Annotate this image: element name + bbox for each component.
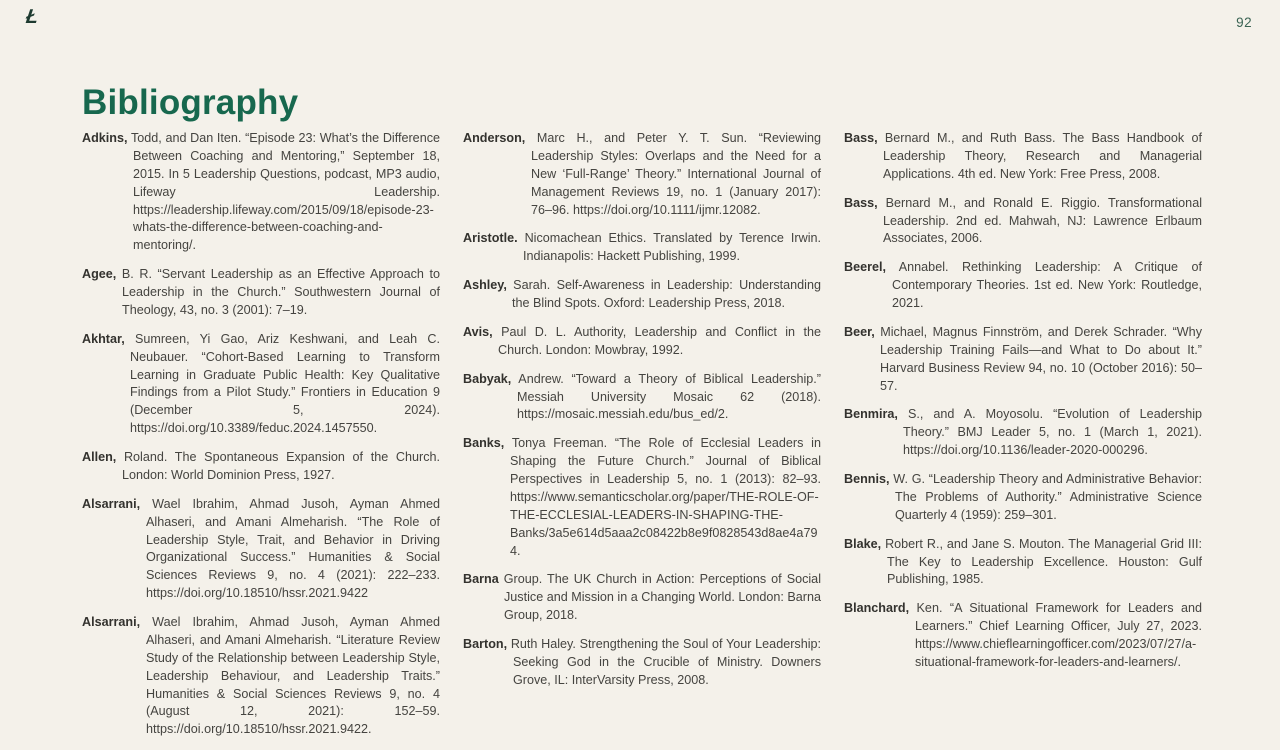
- entry-author-name: Blanchard,: [844, 601, 910, 616]
- entry-text: W. G. “Leadership Theory and Administrative Behavior: The Problems of Authority.” Administrative Science Quarterly 4 (1959): 259–301.: [889, 472, 1202, 522]
- entry-text: Bernard M., and Ruth Bass. The Bass Handbook of Leadership Theory, Research and Managerial Applications. 4th ed. New York: Free Press, 2008.: [877, 131, 1202, 181]
- entry-text: Robert R., and Jane S. Mouton. The Managerial Grid III: The Key to Leadership Excellence. Houston: Gulf Publishing, 1985.: [881, 536, 1202, 587]
- logo-icon: Ł: [24, 6, 40, 28]
- entry-author-name: Ashley,: [463, 278, 507, 293]
- bibliography-entry: [844, 536, 1202, 590]
- entry-author-name: Adkins,: [82, 131, 128, 145]
- entry-text: Sumreen, Yi Gao, Ariz Keshwani, and Leah C. Neubauer. “Cohort-Based Learning to Transform Learning in Graduate Public Health: Key Qualitative Findings from a Pilot Study.” Frontiers in Education 9 (December 5, 2024). https://doi.org/10.3389/feduc.2024.1457550.: [124, 331, 440, 436]
- entry-text: Michael, Magnus Finnström, and Derek Schrader. “Why Leadership Training Fails—and What to Do about It.” Harvard Business Review 94, no. 10 (October 2016): 50–57.: [874, 324, 1202, 393]
- entry-author-name: Babyak,: [463, 371, 512, 386]
- entry-text: Wael Ibrahim, Ahmad Jusoh, Ayman Ahmed Alhaseri, and Amani Almeharish. “Literature Review Study of the Relationship between Leadership Style, Leadership Behaviour, and Leadership Traits.” Humanities & Social Sciences Reviews 9, no. 4 (August 12, 2021): 152–59. https://doi.org/10.18510/hssr.2021.9422.: [140, 615, 440, 737]
- entry-text: Roland. The Spontaneous Expansion of the Church. London: World Dominion Press, 1927.: [116, 450, 440, 482]
- bibliography-columns: [82, 130, 1202, 750]
- entry-author-name: Anderson,: [463, 131, 526, 145]
- bibliography-entry: [463, 130, 821, 219]
- entry-author-name: Blake,: [844, 536, 882, 551]
- entry-author-name: Alsarrani,: [82, 615, 141, 629]
- entry-text: Annabel. Rethinking Leadership: A Critique of Contemporary Theories. 1st ed. New York: Routledge, 2021.: [886, 260, 1202, 310]
- entry-author-name: Bennis,: [844, 472, 890, 486]
- entry-author-name: Agee,: [82, 267, 117, 282]
- entry-text: S., and A. Moyosolu. “Evolution of Leadership Theory.” BMJ Leader 5, no. 1 (March 1, 2021). https://doi.org/10.1136/leader-2020-000296.: [897, 407, 1202, 458]
- bibliography-entry: [463, 435, 821, 560]
- bibliography-entry: [844, 600, 1202, 672]
- entry-text: B. R. “Servant Leadership as an Effective Approach to Leadership in the Church.” Southwestern Journal of Theology, 43, no. 3 (2001): 7–19.: [116, 267, 440, 317]
- bibliography-entry: [844, 471, 1202, 525]
- bibliography-entry: [463, 277, 821, 313]
- bibliography-entry: [844, 406, 1202, 460]
- entry-author-name: Bass,: [844, 195, 878, 210]
- bibliography-entry: [844, 324, 1202, 396]
- bibliography-entry: [844, 195, 1202, 249]
- entry-text: Ken. “A Situational Framework for Leaders and Learners.” Chief Learning Officer, July 27, 2023. https://www.chieflearningofficer.com/2023/07/27/a-situational-framework-for-leaders-and-learners/.: [909, 601, 1202, 669]
- bibliography-entry: [463, 371, 821, 425]
- entry-author-name: Banks,: [463, 436, 505, 451]
- bibliography-column: [463, 130, 821, 701]
- entry-text: Nicomachean Ethics. Translated by Terence Irwin. Indianapolis: Hackett Publishing, 1999.: [517, 231, 821, 264]
- entry-author-name: Beerel,: [844, 260, 887, 275]
- entry-author-name: Alsarrani,: [82, 496, 141, 511]
- bibliography-entry: [82, 449, 440, 485]
- bibliography-entry: [463, 636, 821, 690]
- entry-author-name: Barton,: [463, 637, 508, 651]
- bibliography-entry: [82, 614, 440, 739]
- entry-text: Paul D. L. Authority, Leadership and Conflict in the Church. London: Mowbray, 1992.: [492, 324, 821, 357]
- entry-author-name: Aristotle.: [463, 231, 518, 246]
- bibliography-entry: [82, 130, 440, 255]
- bibliography-entry: [463, 571, 821, 625]
- bibliography-entry: [463, 324, 821, 360]
- entry-author-name: Barna: [463, 572, 499, 587]
- entry-text: Bernard M., and Ronald E. Riggio. Transformational Leadership. 2nd ed. Mahwah, NJ: Lawrence Erlbaum Associates, 2006.: [877, 195, 1202, 246]
- page-title: Bibliography: [82, 83, 299, 123]
- bibliography-column: [82, 130, 440, 750]
- entry-author-name: Avis,: [463, 324, 493, 339]
- entry-text: Group. The UK Church in Action: Perceptions of Social Justice and Mission in a Changing World. London: Barna Group, 2018.: [498, 572, 821, 623]
- entry-text: Ruth Haley. Strengthening the Soul of Your Leadership: Seeking God in the Crucible of Ministry. Downers Grove, IL: InterVarsity Press, 2008.: [507, 637, 821, 687]
- entry-text: Sarah. Self-Awareness in Leadership: Understanding the Blind Spots. Oxford: Leadership Press, 2018.: [506, 278, 821, 310]
- bibliography-entry: [844, 130, 1202, 184]
- entry-author-name: Beer,: [844, 324, 875, 339]
- page-number: 92: [1236, 15, 1252, 30]
- bibliography-column: [844, 130, 1202, 683]
- entry-text: Wael Ibrahim, Ahmad Jusoh, Ayman Ahmed Alhaseri, and Amani Almeharish. “The Role of Leadership Style, Trait, and Behavior in Driving Organizational Success.” Humanities & Social Sciences Reviews 9, no. 4 (2021): 222–233. https://doi.org/10.18510/hssr.2021.9422: [140, 496, 440, 601]
- entry-author-name: Benmira,: [844, 407, 898, 422]
- bibliography-entry: [82, 266, 440, 320]
- entry-author-name: Allen,: [82, 450, 117, 464]
- entry-text: Marc H., and Peter Y. T. Sun. “Reviewing Leadership Styles: Overlaps and the Need for a New ‘Full-Range’ Theory.” International Journal of Management Reviews 19, no. 1 (January 2017): 76–96. https://doi.org/10.1111/ijmr.12082.: [525, 131, 821, 217]
- bibliography-entry: [463, 230, 821, 266]
- entry-text: Tonya Freeman. “The Role of Ecclesial Leaders in Shaping the Future Church.” Journal of Biblical Perspectives in Leadership 5, no. 1 (2013): 82–93. https://www.semanticscholar.org/paper/THE-ROLE-OF-THE-ECCLESIAL-LEADERS-IN-SHAPING-THE-Banks/3a5e614d5aaa2c08422b8e9f0828543d8ae4a794.: [504, 436, 821, 558]
- bibliography-entry: [82, 496, 440, 603]
- entry-text: Todd, and Dan Iten. “Episode 23: What’s the Difference Between Coaching and Mentoring,” September 18, 2015. In 5 Leadership Questions, podcast, MP3 audio, Lifeway Leadership. https://leadership.lifeway.com/2015/09/18/episode-23-whats-the-difference-between-coaching-and-mentoring/.: [127, 131, 440, 253]
- entry-author-name: Akhtar,: [82, 331, 125, 346]
- bibliography-entry: [844, 259, 1202, 313]
- entry-text: Andrew. “Toward a Theory of Biblical Leadership.” Messiah University Mosaic 62 (2018). https://mosaic.messiah.edu/bus_ed/2.: [511, 371, 821, 422]
- entry-author-name: Bass,: [844, 131, 878, 145]
- bibliography-entry: [82, 331, 440, 438]
